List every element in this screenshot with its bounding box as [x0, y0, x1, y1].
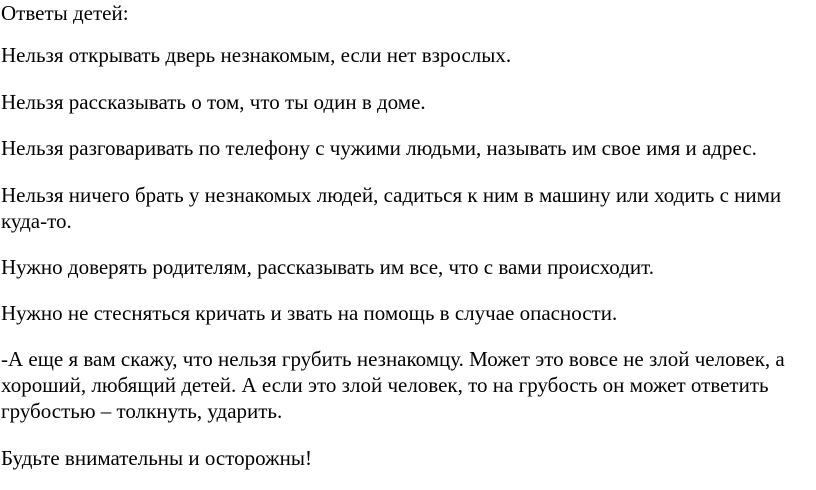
paragraph-line: Нельзя разговаривать по телефону с чужими людьми, называть им свое имя и адрес.	[1, 136, 757, 160]
paragraph-line: куда-то.	[1, 209, 72, 233]
paragraph-line: Нельзя ничего брать у незнакомых людей, садиться к ним в машину или ходить с ними	[1, 183, 782, 207]
paragraph-line: Нужно доверять родителям, рассказывать им все, что с вами происходит.	[1, 255, 654, 279]
paragraph-line: грубостью – толкнуть, ударить.	[1, 399, 283, 423]
paragraph-line: Нельзя открывать дверь незнакомым, если нет взрослых.	[1, 43, 512, 67]
paragraph-line: -А еще я вам скажу, что нельзя грубить незнакомцу. Может это вовсе не злой человек, а	[1, 347, 785, 371]
closing-line: Будьте внимательны и осторожны!	[1, 446, 312, 470]
heading: Ответы детей:	[1, 1, 129, 25]
paragraph-line: хороший, любящий детей. А если это злой человек, то на грубость он может ответить	[1, 373, 769, 397]
paragraph-line: Нужно не стесняться кричать и звать на помощь в случае опасности.	[1, 301, 618, 325]
paragraph-line: Нельзя рассказывать о том, что ты один в доме.	[1, 90, 426, 114]
